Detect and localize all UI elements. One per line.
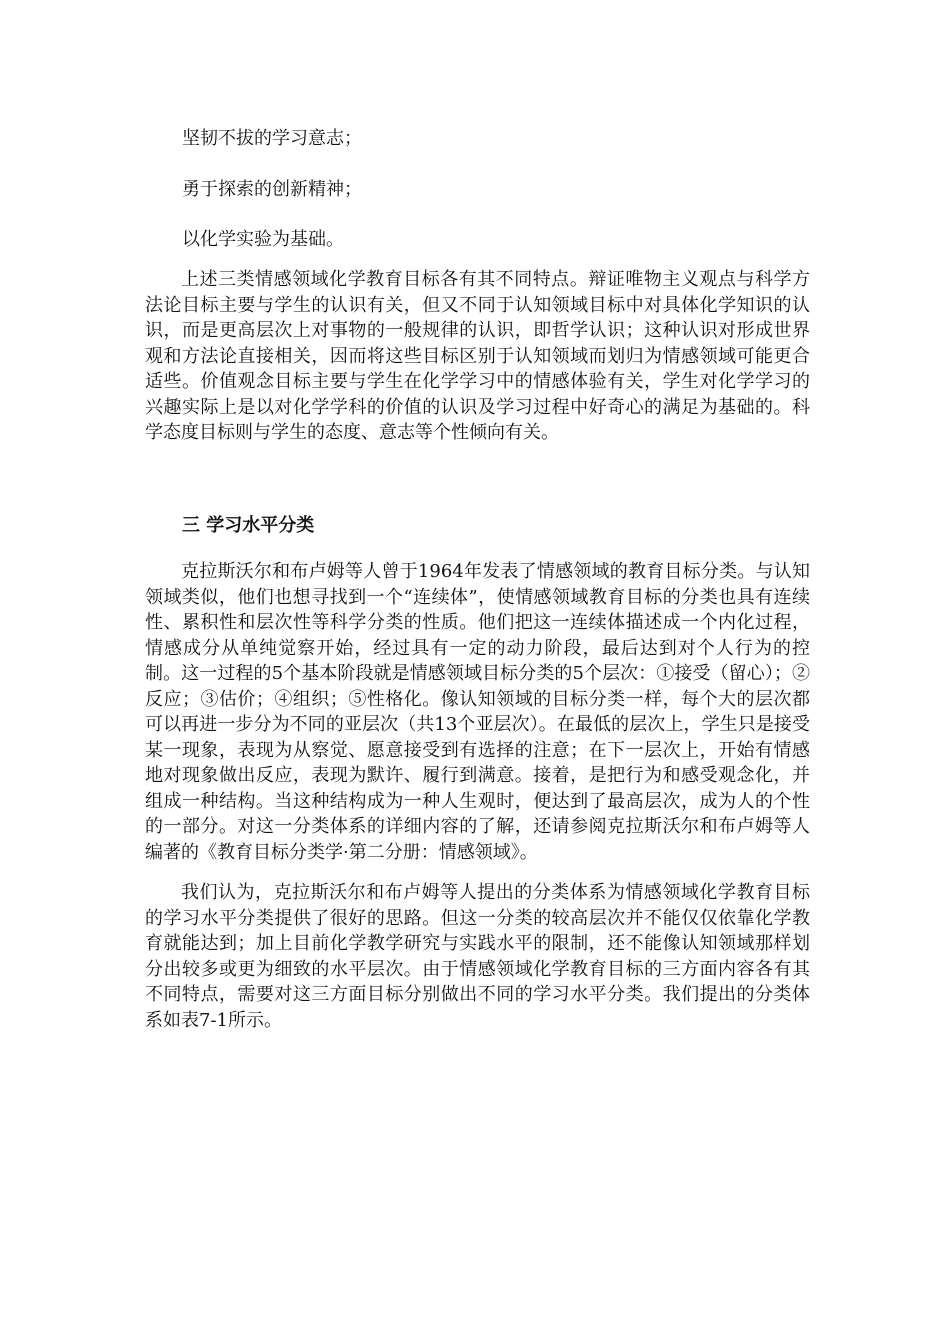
body-paragraph: 克拉斯沃尔和布卢姆等人曾于1964年发表了情感领域的教育目标分类。与认知领域类似，他们也想寻找到一个“连续体”，使情感领域教育目标的分类也具有连续性、累积性和层次性等科学分类的性质。他们把这一连续体描述成一个内化过程，情感成分从单纯觉察开始，经过具有一定的动力阶段，最后达到对个人行为的控制。这一过程的5个基本阶段就是情感领域目标分类的5个层次：①接受（留心）；②反应；③估价；④组织；⑤性格化。像认知领域的目标分类一样，每个大的层次都可以再进一步分为不同的亚层次（共13个亚层次）。在最低的层次上，学生只是接受某一现象，表现为从察觉、愿意接受到有选择的注意；在下一层次上，开始有情感地对现象做出反应，表现为默许、履行到满意。接着，是把行为和感受观念化，并组成一种结构。当这种结构成为一种人生观时，便达到了最高层次，成为人的个性的一部分。对这一分类体系的详细内容的了解，还请参阅克拉斯沃尔和布卢姆等人编著的《教育目标分类学·第二分册：情感领域》。 xyxy=(145,561,810,863)
body-paragraph: 我们认为，克拉斯沃尔和布卢姆等人提出的分类体系为情感领域化学教育目标的学习水平分类提供了很好的思路。但这一分类的较高层次并不能仅仅依靠化学教育就能达到；加上目前化学教学研究与实践水平的限制，还不能像认知领域那样划分出较多或更为细致的水平层次。由于情感领域化学教育目标的三方面内容各有其不同特点，需要对这三方面目标分别做出不同的学习水平分类。我们提出的分类体系如表7-1所示。 xyxy=(145,882,810,1031)
list-item: 勇于探索的创新精神； xyxy=(182,179,362,200)
list-item: 坚韧不拔的学习意志； xyxy=(182,128,362,149)
section-heading: 三 学习水平分类 xyxy=(182,515,315,536)
body-paragraph: 上述三类情感领域化学教育目标各有其不同特点。辩证唯物主义观点与科学方法论目标主要与学生的认识有关，但又不同于认知领域目标中对具体化学知识的认识，而是更高层次上对事物的一般规律的认识，即哲学认识；这种认识对形成世界观和方法论直接相关，因而将这些目标区别于认知领域而划归为情感领域可能更合适些。价值观念目标主要与学生在化学学习中的情感体验有关，学生对化学学习的兴趣实际上是以对化学学科的价值的认识及学习过程中好奇心的满足为基础的。科学态度目标则与学生的态度、意志等个性倾向有关。 xyxy=(145,269,810,443)
list-item: 以化学实验为基础。 xyxy=(182,229,344,250)
